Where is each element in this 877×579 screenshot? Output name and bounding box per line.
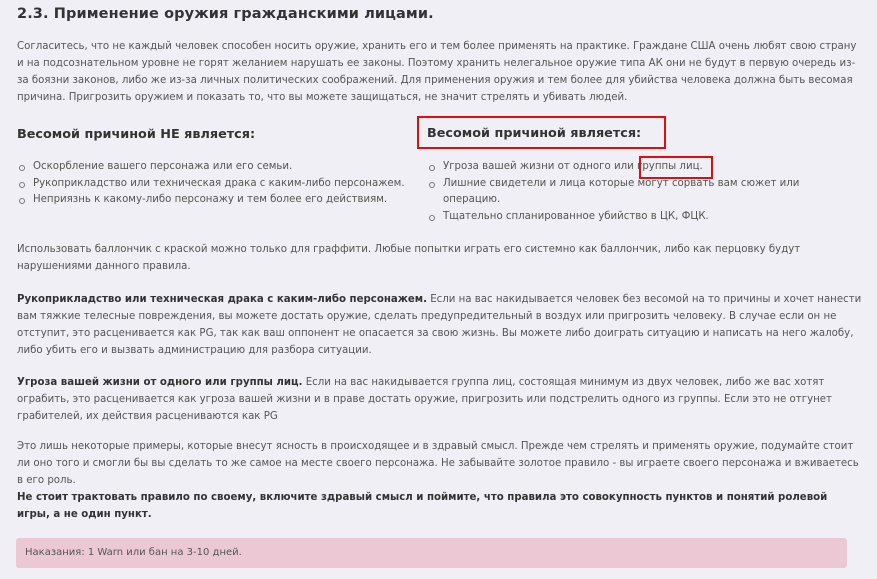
brawl-heading: Рукоприкладство или техническая драка с каким-либо персонажем. — [17, 294, 427, 305]
section-title: 2.3. Применение оружия гражданскими лицами. — [17, 6, 434, 22]
list-item: Неприязнь к какому-либо персонажу и тем более его действиям. — [17, 192, 417, 209]
list-item: Рукоприкладство или техническая драка с каким-либо персонажем. — [17, 176, 417, 193]
threat-paragraph — [17, 374, 862, 425]
closing-bold-text: Не стоит трактовать правило по своему, включите здравый смысл и поймите, что правила это совокупность пунктов и понятий ролевой игры, а не один пункт. — [17, 492, 828, 520]
closing-text: Это лишь некоторые примеры, которые внесут ясность в происходящее и в здравый смысл. Прежде чем стрелять и применять оружие, подумайте стоит ли оно того и смогли бы вы сделать то же самое на месте своего персонажа. Не забывайте золотое правило - вы играете своего персонажа и вживаетесь в его роль. — [17, 441, 859, 486]
list-item-text: Угроза вашей жизни от одного или — [443, 161, 637, 172]
list-item: Тщательно спланированное убийство в ЦК, ФЦК. — [427, 209, 827, 226]
highlighted-phrase: группы лиц. — [636, 161, 703, 172]
intro-paragraph: Согласитесь, что не каждый человек способен носить оружие, хранить его и тем более применять на практике. Граждане США очень любят свою страну и на подсознательном уровне не горят желанием нарушать ее законы. Поэтому хранить нелегальное оружие типа АК они не будут в первую очередь из-за боязни законов, либо же из-за личных политических соображений. Для применения оружия и тем более для убийства человека должна быть весомая причина. Пригрозить оружием и показать то, что вы можете защищаться, не значит стрелять и убивать людей. — [17, 41, 857, 103]
brawl-text: Если на вас накидывается человек без весомой на то причины и хочет нанести вам тяжкие телесные повреждения, вы можете достать оружие, сделать предупредительный в воздух или пригрозить человеку. В случае если он не отступит, это расценивается как PG, так как ваш оппонент не опасается за свою жизнь. Вы можете либо доиграть ситуацию и написать на него жалобу, либо убить его и вызвать администрацию для разбора ситуации. — [17, 294, 862, 356]
brawl-paragraph — [17, 291, 862, 359]
list-item: Лишние свидетели и лица которые могут сорвать вам сюжет или операцию. — [427, 176, 827, 209]
right-column-list — [427, 159, 827, 225]
list-item — [427, 159, 827, 176]
list-item: Оскорбление вашего персонажа или его семьи. — [17, 159, 417, 176]
punishment-box: Наказания: 1 Warn или бан на 3-10 дней. — [16, 538, 847, 568]
left-column-heading: Весомой причиной НЕ является: — [17, 127, 256, 142]
left-column-list — [17, 159, 417, 209]
threat-heading: Угроза вашей жизни от одного или группы лиц. — [17, 377, 303, 388]
threat-text: Если на вас накидывается группа лиц, состоящая минимум из двух человек, либо же вас хотят ограбить, это расценивается как угроза вашей жизни и в праве достать оружие, пригрозить или подстрелить одного из группы. Если это не отгунет грабителей, их действия расцениваются как PG — [17, 377, 832, 422]
right-column-heading: Весомой причиной является: — [427, 126, 642, 141]
closing-paragraph — [17, 438, 862, 523]
graffiti-paragraph: Использовать баллончик с краской можно только для граффити. Любые попытки играть его системно как баллончик, либо как перцовку будут нарушениями данного правила. — [17, 244, 801, 272]
